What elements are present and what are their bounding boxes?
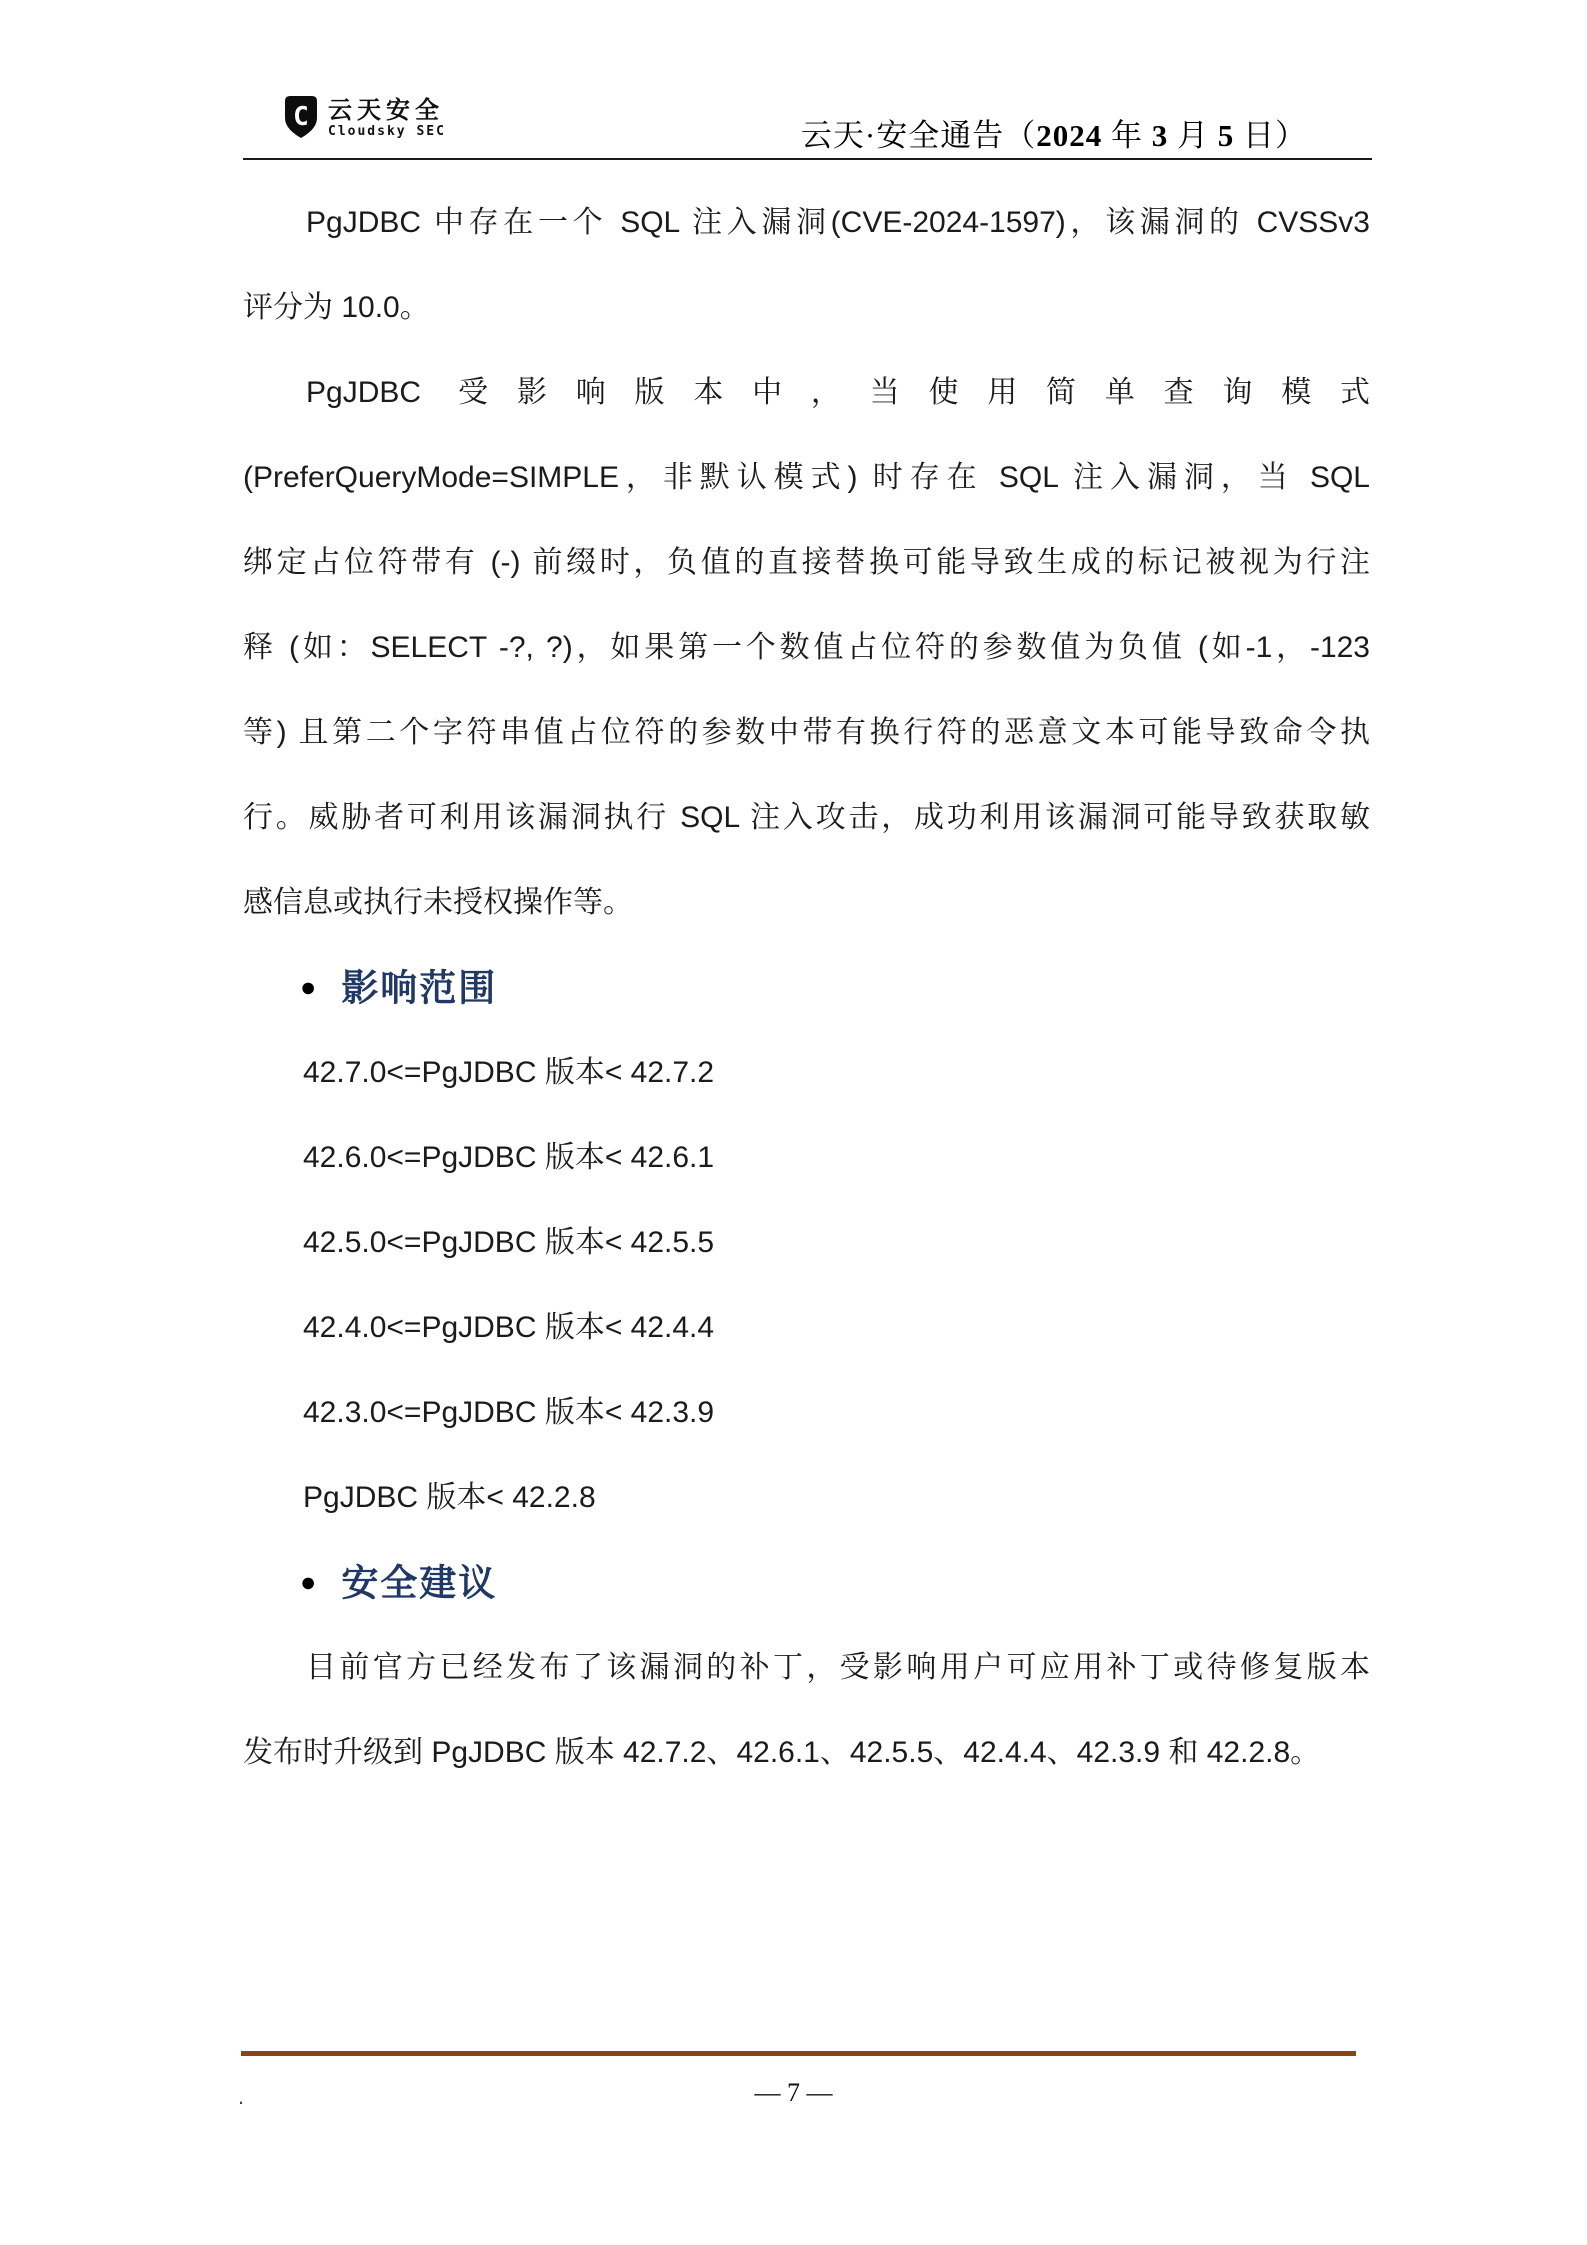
- title-year: 2024: [1036, 118, 1103, 153]
- title-month: 3: [1151, 118, 1169, 153]
- svg-text:C: C: [293, 102, 309, 132]
- title-text: 日）: [1234, 118, 1307, 153]
- logo-name-en: Cloudsky SEC: [328, 124, 446, 139]
- footer-accent-bar: [241, 2051, 1356, 2056]
- title-text: 云天·安全通告（: [800, 118, 1037, 153]
- title-text: 年: [1102, 118, 1152, 153]
- bullet-icon: ●: [300, 1567, 317, 1598]
- paragraph-line: 释 (如：SELECT -?, ?)，如果第一个数值占位符的参数值为负值 (如-1，-123: [243, 631, 1370, 664]
- page-number: — 7 —: [754, 2078, 833, 2107]
- section-title: 安全建议: [341, 1562, 498, 1604]
- paragraph-line: 感信息或执行未授权操作等。: [243, 886, 633, 919]
- shield-c-icon: [285, 96, 317, 138]
- paragraph-line: 等) 且第二个字符串值占位符的参数中带有换行符的恶意文本可能导致命令执: [243, 716, 1370, 749]
- section-title: 影响范围: [341, 967, 498, 1009]
- version-range-line: 42.3.0<=PgJDBC 版本< 42.3.9: [303, 1396, 715, 1429]
- section-heading-security-advice: [243, 1540, 1370, 1625]
- section-heading-impact-scope: [243, 945, 1370, 1030]
- paragraph-line: 目前官方已经发布了该漏洞的补丁，受影响用户可应用补丁或待修复版本: [306, 1651, 1370, 1684]
- title-text: 月: [1168, 118, 1218, 153]
- logo-text: [328, 96, 446, 139]
- paragraph-line: 绑定占位符带有 (-) 前缀时，负值的直接替换可能导致生成的标记被视为行注: [243, 546, 1370, 579]
- company-logo: [285, 96, 446, 139]
- paragraph-line: (PreferQueryMode=SIMPLE，非默认模式) 时存在 SQL 注入漏洞，当 SQL: [243, 461, 1370, 494]
- version-range-line: 42.5.0<=PgJDBC 版本< 42.5.5: [303, 1226, 715, 1259]
- paragraph-line: 发布时升级到 PgJDBC 版本 42.7.2、42.6.1、42.5.5、42.4.4、42.3.9 和 42.2.8。: [243, 1736, 1321, 1769]
- version-range-line: 42.6.0<=PgJDBC 版本< 42.6.1: [303, 1141, 715, 1174]
- paragraph-line: 评分为 10.0。: [243, 291, 430, 324]
- document-body: [243, 180, 1370, 1795]
- bullet-icon: ●: [300, 972, 317, 1003]
- logo-name-cn: 云天安全: [328, 97, 444, 124]
- header-divider: [243, 158, 1372, 160]
- version-range-line: PgJDBC 版本< 42.2.8: [303, 1481, 596, 1514]
- footer-left-mark: .: [238, 2084, 245, 2109]
- report-header-title: [801, 110, 1307, 155]
- title-day: 5: [1217, 118, 1235, 153]
- paragraph-line: PgJDBC 中存在一个 SQL 注入漏洞(CVE-2024-1597)，该漏洞的 CVSSv3: [306, 206, 1370, 239]
- version-range-line: 42.7.0<=PgJDBC 版本< 42.7.2: [303, 1056, 715, 1089]
- paragraph-line: 行。威胁者可利用该漏洞执行 SQL 注入攻击，成功利用该漏洞可能导致获取敏: [243, 801, 1370, 834]
- version-range-line: 42.4.0<=PgJDBC 版本< 42.4.4: [303, 1311, 715, 1344]
- paragraph-line: PgJDBC 受影响版本中，当使用简单查询模式: [306, 376, 1370, 409]
